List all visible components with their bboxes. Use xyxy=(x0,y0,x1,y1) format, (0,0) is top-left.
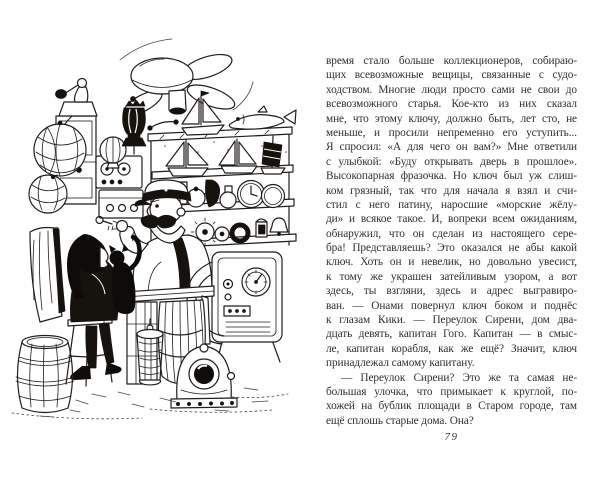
text-line: ди» и всякое такое. И, вопреки всем ожиданиям, xyxy=(326,213,577,226)
text-line: большая улочка, что примыкает к круглой, по- xyxy=(326,385,577,398)
small-lantern xyxy=(256,219,267,237)
shoe xyxy=(70,366,91,380)
text-line: к глазам Кики. — Переулок Сирени, дом два- xyxy=(326,314,577,327)
text-line: время стало больше коллекционеров, собираю- xyxy=(326,55,577,67)
text-line: ещё сплошь старые дома. Она? xyxy=(326,414,474,427)
text-line: ком грязный, так что для начала я взял и счи- xyxy=(326,184,577,197)
hand xyxy=(117,221,128,232)
text-line: ле, капитан корабля, как же ещё? Значит, ключ xyxy=(326,342,577,355)
floor-shading xyxy=(12,388,288,419)
model-ships xyxy=(164,136,287,176)
text-line: к тому же украшен затейливым узором, а вот xyxy=(326,270,577,283)
wall-clock-icon xyxy=(238,181,265,208)
text-line: Высокопарная фразочка. Но ключ был уж слиш- xyxy=(326,170,577,183)
text-line: мне, что этому ключу, должно быть, лет сто, не xyxy=(326,112,577,125)
shoe xyxy=(105,362,122,375)
text-line: — Переулок Сирени? Это же та самая не- xyxy=(341,371,577,384)
text-column xyxy=(326,54,577,428)
text-line: принадлежал самому капитану. xyxy=(326,357,475,370)
text-line: дцать девять, капитан Гого. Капитан — в смыс- xyxy=(326,328,577,341)
text-line: здесь, ты взгляни, здесь и адрес выгравиро- xyxy=(326,285,577,298)
face xyxy=(100,247,108,268)
text-line: ходством. Многие люди просто сами не свои до xyxy=(326,83,577,96)
ship-hull xyxy=(182,125,224,135)
text-line: обнаружил, что он сделан из настоящего сере- xyxy=(326,227,577,240)
text-line: хожей на бублик площади в Старом городе, там xyxy=(326,400,577,413)
text-line: с улыбкой: «Буду открывать дверь в прошлое». xyxy=(326,155,577,168)
eye xyxy=(156,205,159,208)
text-line: бра! Представляешь? Это оказался не абы какой xyxy=(326,242,577,255)
lantern-icon xyxy=(122,97,146,155)
wooden-barrel-icon xyxy=(16,336,74,413)
right-page xyxy=(300,0,600,477)
text-line: ван. — Онами повернул ключ боком и поднёс xyxy=(326,299,577,312)
plate xyxy=(262,185,285,208)
stuffed-fish xyxy=(229,106,296,129)
text-line: Я спросил: «А для чего он вам?» Мне ответили xyxy=(326,141,577,154)
text-line: щих всевозможные вещицы, связанные с судо- xyxy=(326,69,577,82)
page-number: 79 xyxy=(444,431,459,443)
rope-ring xyxy=(232,225,248,241)
text-line: ключ. Хоть он и невелик, но довольно увесист, xyxy=(326,256,577,269)
ear xyxy=(177,208,185,216)
curtain xyxy=(30,228,65,323)
text-line: меньше, и просили непременно его уступить... xyxy=(326,126,577,139)
text-line: всевозможного старья. Кое-кто из них сказал xyxy=(326,98,577,111)
bell xyxy=(270,218,288,232)
text-line: стил с него патину, наросшие «морские жёлу- xyxy=(326,198,577,211)
